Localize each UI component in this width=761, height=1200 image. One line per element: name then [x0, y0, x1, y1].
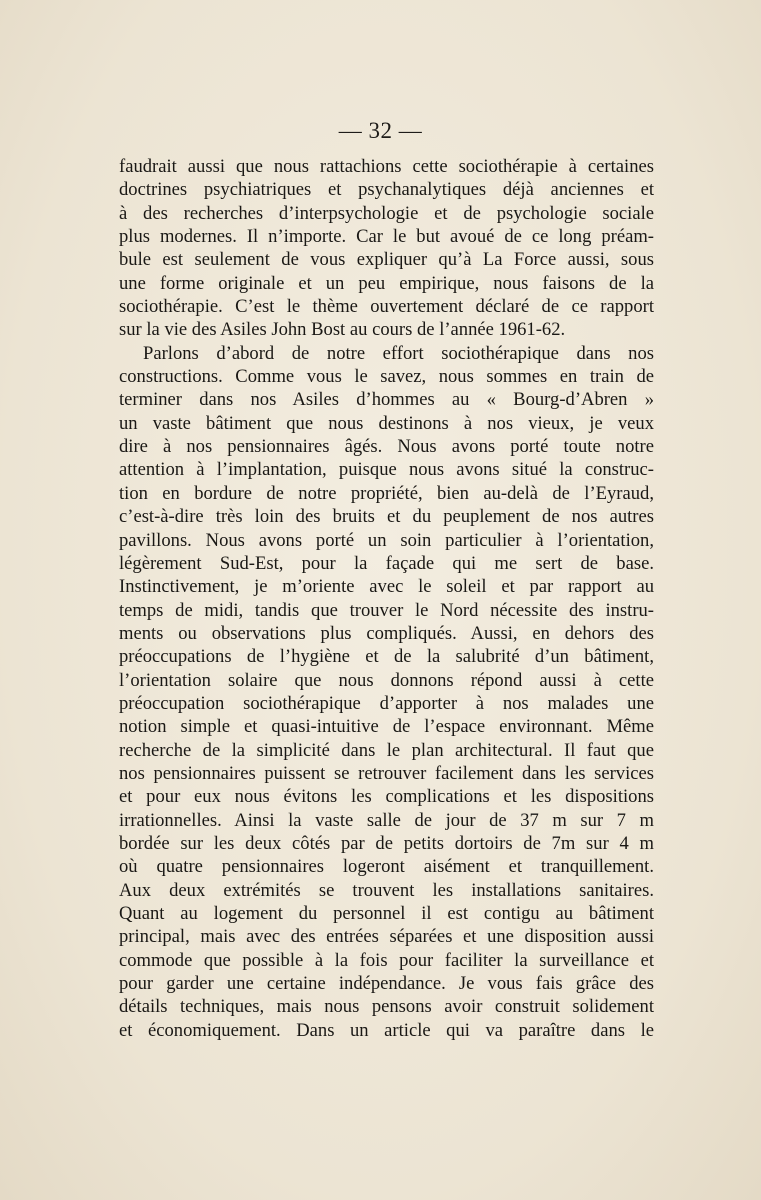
text-line: nos pensionnaires puissent se retrouver facilement dans les services — [119, 762, 654, 784]
text-line: pavillons. Nous avons porté un soin particulier à l’orientation, — [119, 529, 654, 551]
text-line: attention à l’implantation, puisque nous avons situé la construc- — [119, 459, 654, 481]
text-line: légèrement Sud-Est, pour la façade qui me sert de base. — [119, 552, 654, 574]
text-line: pour garder une certaine indépendance. Je vous fais grâce des — [119, 973, 654, 995]
text-line: sur la vie des Asiles John Bost au cours de l’année 1961-62. — [119, 319, 566, 341]
text-line: Quant au logement du personnel il est contigu au bâtiment — [119, 903, 654, 924]
text-line: c’est-à-dire très loin des bruits et du peuplement de nos autres — [119, 506, 654, 528]
text-line: dire à nos pensionnaires âgés. Nous avons porté toute notre — [119, 436, 654, 458]
text-line: bule est seulement de vous expliquer qu’à La Force aussi, sous — [119, 249, 654, 271]
text-line: et économiquement. Dans un article qui va paraître dans le — [119, 1019, 654, 1041]
text-line: bordée sur les deux côtés par de petits dortoirs de 7m sur 4 m — [119, 832, 654, 854]
text-line: Aux deux extrémités se trouvent les installations sanitaires. — [119, 879, 654, 901]
text-line: commode que possible à la fois pour faciliter la surveillance et — [119, 949, 654, 971]
text-line: l’orientation solaire que nous donnons répond aussi à cette — [119, 669, 654, 691]
text-line: Parlons d’abord de notre effort sociothérapique dans nos — [143, 342, 654, 364]
text-line: et pour eux nous évitons les complications et les dispositions — [119, 786, 654, 808]
text-line: un vaste bâtiment que nous destinons à nos vieux, je veux — [119, 412, 654, 434]
paragraph — [119, 155, 654, 342]
text-line: sociothérapie. C’est le thème ouvertement déclaré de ce rapport — [119, 296, 654, 318]
text-line: préoccupation sociothérapique d’apporter à nos malades une — [119, 692, 654, 714]
text-line: plus modernes. Il n’importe. Car le but avoué de ce long préam- — [119, 226, 654, 248]
text-line: tion en bordure de notre propriété, bien au-delà de l’Eyraud, — [119, 482, 654, 504]
text-line: détails techniques, mais nous pensons avoir construit solidement — [119, 996, 654, 1018]
text-line: recherche de la simplicité dans le plan architectural. Il faut que — [119, 739, 654, 761]
text-line: une forme originale et un peu empirique, nous faisons de la — [119, 272, 654, 294]
text-line: faudrait aussi que nous rattachions cette sociothérapie à certaines — [119, 156, 654, 177]
text-line: temps de midi, tandis que trouver le Nord nécessite des instru- — [119, 599, 654, 621]
text-line: principal, mais avec des entrées séparées et une disposition aussi — [119, 926, 654, 948]
text-line: Instinctivement, je m’oriente avec le soleil et par rapport au — [119, 576, 654, 598]
body-text — [119, 155, 654, 1042]
text-line: ments ou observations plus compliqués. Aussi, en dehors des — [119, 622, 654, 644]
text-line: à des recherches d’interpsychologie et de psychologie sociale — [119, 202, 654, 224]
page-number: — 32 — — [338, 118, 423, 143]
text-line: irrationnelles. Ainsi la vaste salle de jour de 37 m sur 7 m — [119, 809, 654, 831]
text-line: doctrines psychiatriques et psychanalytiques déjà anciennes et — [119, 179, 654, 201]
text-line: constructions. Comme vous le savez, nous sommes en train de — [119, 366, 654, 388]
text-line: notion simple et quasi-intuitive de l’espace environnant. Même — [119, 716, 654, 738]
text-line: terminer dans nos Asiles d’hommes au « Bourg-d’Abren » — [119, 389, 654, 411]
text-line: où quatre pensionnaires logeront aisément et tranquillement. — [119, 856, 654, 878]
text-line: préoccupations de l’hygiène et de la salubrité d’un bâtiment, — [119, 646, 654, 668]
paragraph — [119, 342, 654, 1042]
